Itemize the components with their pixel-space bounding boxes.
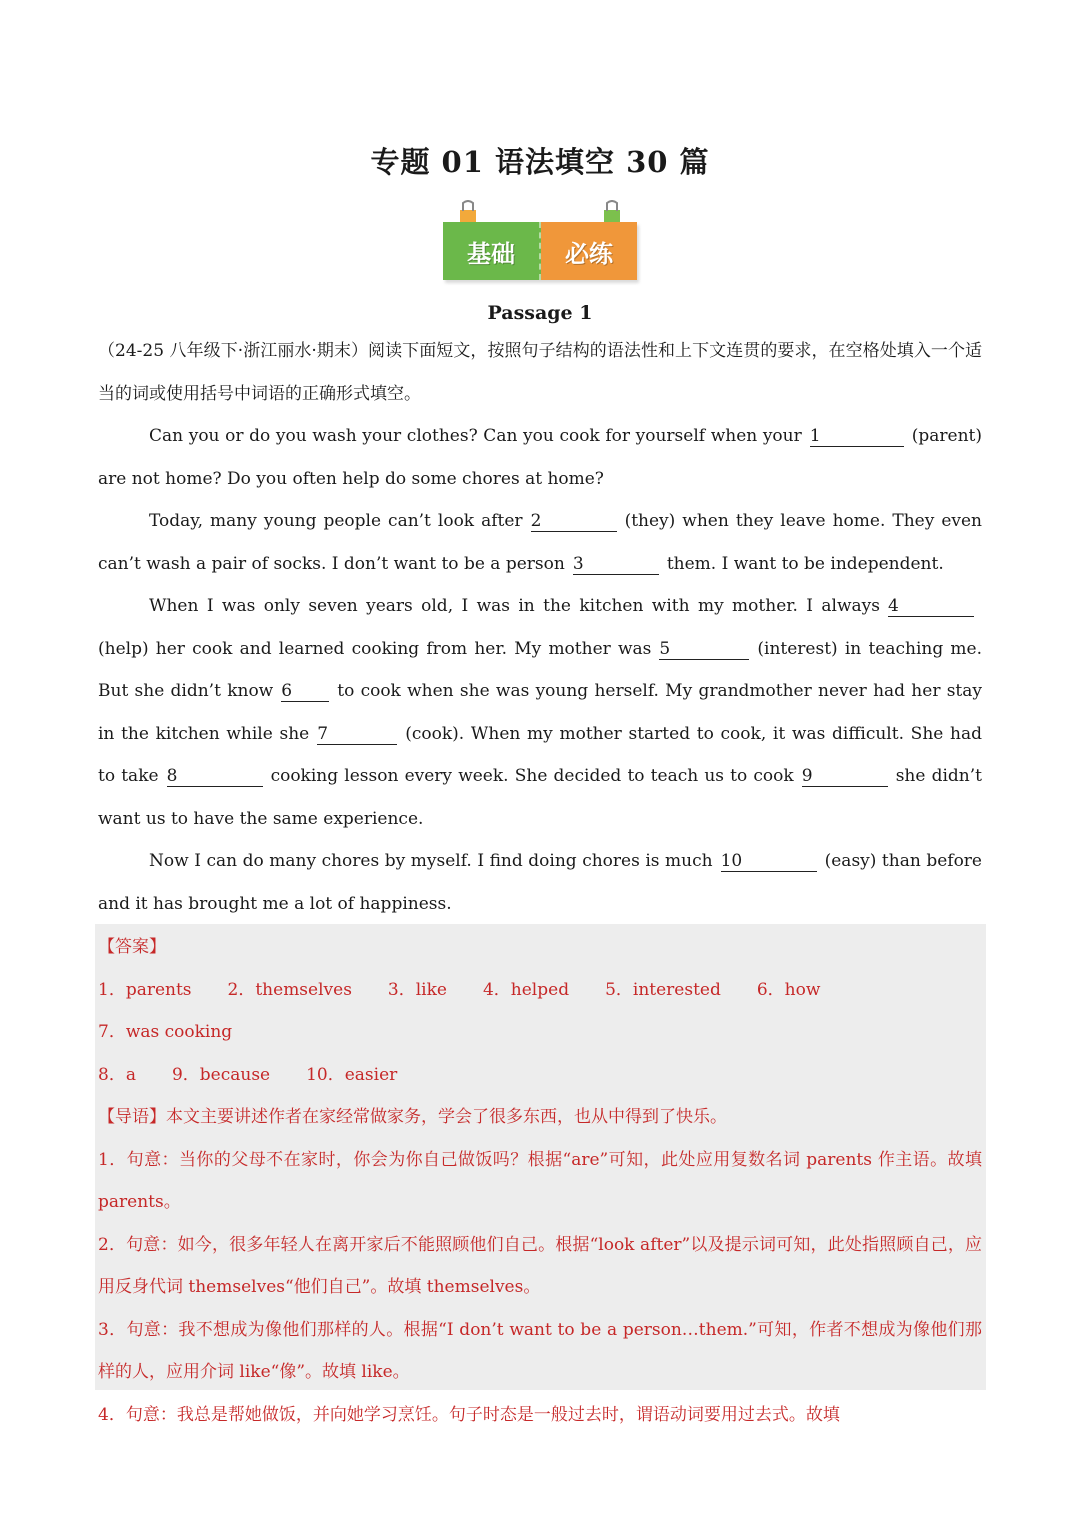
- text-segment: cooking lesson every week. She decided to teach us to cook: [270, 766, 794, 786]
- badge-right-label: 必练: [541, 222, 637, 280]
- paragraph-2: [98, 500, 982, 585]
- explanation-4: 4．句意：我总是帮她做饭，并向她学习烹饪。句子时态是一般过去时，谓语动词要用过去式。故填: [98, 1404, 840, 1425]
- text-segment: she didn’t want us to have the same experience.: [98, 766, 982, 829]
- explanation-3: 3．句意：我不想成为像他们那样的人。根据“I don’t want to be a person…them.”可知，作者不想成为像他们那样的人，应用介词 like“像”。故填 like。: [98, 1319, 982, 1382]
- text-segment: (help) her cook and learned cooking from her. My mother was: [98, 638, 652, 659]
- text-segment: them. I want to be independent.: [666, 553, 944, 574]
- text-segment: Now I can do many chores by myself. I find doing chores is much: [149, 851, 713, 871]
- answer-content: [98, 926, 982, 1436]
- answer-item: 10．easier: [306, 1064, 398, 1085]
- text-segment: to cook when she was young herself. My grandmother never had her stay in the kitchen while she: [98, 681, 983, 744]
- answer-guide: 【导语】本文主要讲述作者在家经常做家务，学会了很多东西，也从中得到了快乐。: [98, 1107, 727, 1127]
- answer-list-row-1: [98, 969, 982, 1054]
- text-segment: (parent) are not home? Do you often help do some chores at home?: [98, 426, 982, 489]
- answer-item: 5．interested: [605, 979, 721, 1000]
- text-segment: (easy) than before and it has brought me a lot of happiness.: [98, 851, 982, 914]
- answer-item: 2．themselves: [227, 979, 352, 1000]
- badge-left-label: 基础: [443, 222, 541, 280]
- text-segment: (interest) in teaching me. But she didn’t know: [98, 638, 982, 701]
- paragraph-1: [98, 415, 982, 500]
- passage-body: [98, 330, 982, 925]
- answer-section: [95, 924, 986, 1425]
- answer-item: 1．parents: [98, 979, 192, 1000]
- blank-3: 3: [573, 555, 659, 575]
- blank-9: 9: [802, 767, 888, 787]
- answer-item: 8．a: [98, 1064, 136, 1085]
- badge-banner: [443, 222, 637, 280]
- text-segment: When I was only seven years old, I was in the kitchen with my mother. I always: [149, 596, 880, 616]
- blank-10: 10: [721, 852, 817, 872]
- answer-item: 7．was cooking: [98, 1022, 233, 1042]
- blank-4: 4: [888, 597, 974, 617]
- passage-title: Passage 1: [487, 302, 593, 324]
- page-title: 专题 01 语法填空 30 篇: [370, 145, 710, 179]
- paragraph-4: [98, 840, 982, 925]
- blank-5: 5: [659, 640, 749, 660]
- blank-7: 7: [317, 725, 397, 745]
- section-badge: [443, 200, 639, 282]
- text-segment: Can you or do you wash your clothes? Can you cook for yourself when your: [149, 426, 802, 446]
- text-segment: (they) when they leave home. They even can’t wash a pair of socks. I don’t want to be a person: [98, 511, 982, 574]
- answer-list-row-2: [98, 1054, 982, 1097]
- paragraph-3: [98, 585, 982, 840]
- text-segment: (cook). When my mother started to cook, it was difficult. She had to take: [98, 723, 983, 786]
- answer-item: 9．because: [171, 1064, 271, 1085]
- text-segment: Today, many young people can’t look after: [149, 511, 523, 531]
- blank-6: 6: [281, 682, 329, 702]
- blank-1: 1: [810, 427, 904, 447]
- answer-heading: 【答案】: [98, 937, 166, 957]
- explanation-2: 2．句意：如今，很多年轻人在离开家后不能照顾他们自己。根据“look after”以及提示词可知，此处指照顾自己，应用反身代词 themselves“他们自己”。故填 themselves。: [98, 1234, 982, 1297]
- blank-8: 8: [167, 767, 263, 787]
- answer-item: 6．how: [756, 979, 821, 1000]
- instructions: （24-25 八年级下·浙江丽水·期末）阅读下面短文，按照句子结构的语法性和上下文连贯的要求，在空格处填入一个适当的词或使用括号中词语的正确形式填空。: [98, 341, 982, 404]
- explanation-1: 1．句意：当你的父母不在家时，你会为你自己做饭吗？根据“are”可知，此处应用复数名词 parents 作主语。故填 parents。: [98, 1149, 982, 1212]
- answer-item: 4．helped: [482, 979, 570, 1000]
- answer-item: 3．like: [387, 979, 447, 1000]
- blank-2: 2: [531, 512, 617, 532]
